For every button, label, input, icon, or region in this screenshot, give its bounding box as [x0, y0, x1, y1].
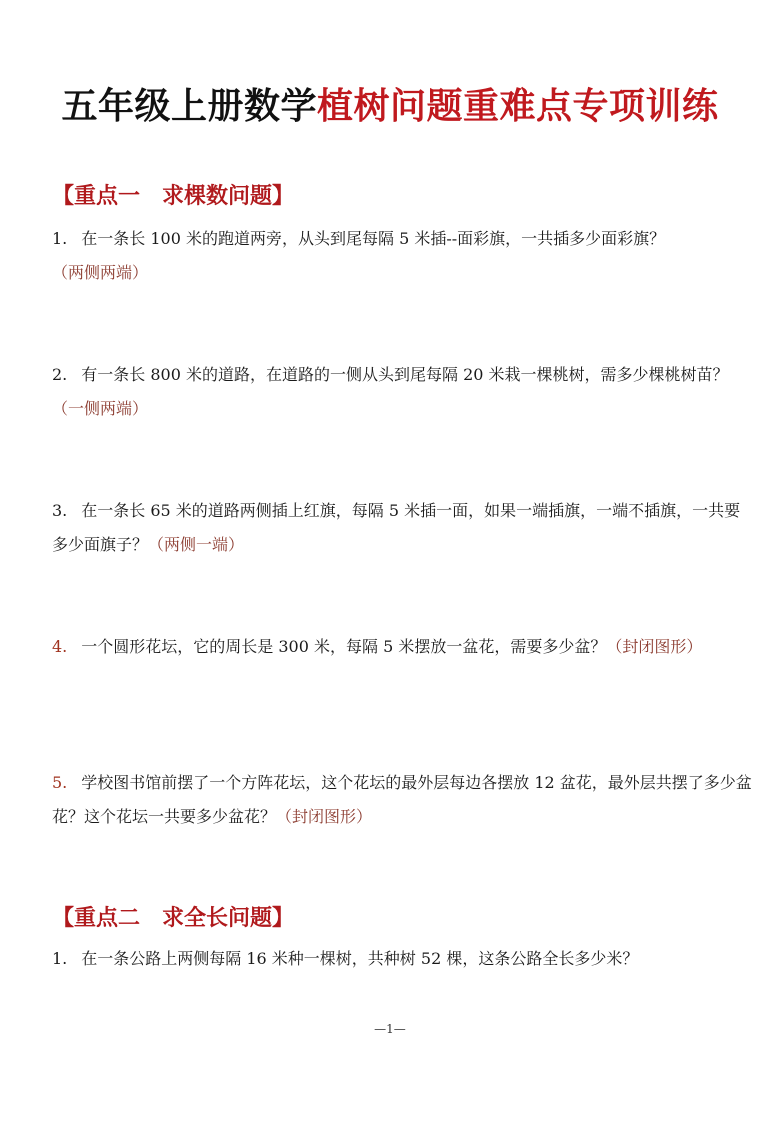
question-hint: （两侧两端） — [52, 263, 149, 282]
heading-bracket-open: 【 — [52, 183, 75, 209]
section-heading-1 — [52, 180, 294, 212]
question-1-1 — [52, 222, 752, 290]
page-title — [0, 82, 780, 130]
page-title-topic: 植树问题重难点专项训练 — [317, 85, 719, 127]
question-1-2 — [52, 358, 752, 426]
question-text: 有一条长 800 米的道路，在道路的一侧从头到尾每隔 20 米栽一棵桃树，需多少棵桃树苗？ — [81, 365, 729, 384]
question-number: 3. — [52, 501, 68, 520]
heading-label: 重点二 — [74, 905, 141, 931]
heading-bracket-close: 】 — [272, 183, 295, 209]
question-number: 4. — [52, 637, 68, 656]
question-number: 1. — [52, 949, 68, 968]
question-2-1 — [52, 942, 752, 976]
question-number: 1. — [52, 229, 68, 248]
question-1-4 — [52, 630, 752, 664]
page-title-grade: 五年级上册数学 — [61, 85, 317, 127]
heading-bracket-open: 【 — [52, 905, 75, 931]
question-text: 在一条长 65 米的道路两侧插上红旗，每隔 5 米插一面，如果一端插旗，一端不插旗，一共要多少面旗子？ — [52, 501, 741, 554]
question-hint: （封闭图形） — [276, 807, 373, 826]
heading-topic: 求棵数问题 — [162, 183, 273, 209]
question-text: 学校图书馆前摆了一个方阵花坛，这个花坛的最外层每边各摆放 12 盆花，最外层共摆了多少盆花？这个花坛一共要多少盆花？ — [52, 773, 752, 826]
question-number: 5. — [52, 773, 68, 792]
question-text: 在一条公路上两侧每隔 16 米种一棵树，共种树 52 棵，这条公路全长多少米？ — [81, 949, 639, 968]
question-number: 2. — [52, 365, 68, 384]
heading-label: 重点一 — [74, 183, 141, 209]
question-text: 一个圆形花坛，它的周长是 300 米，每隔 5 米摆放一盆花，需要多少盆？ — [81, 637, 607, 656]
question-1-3 — [52, 494, 752, 562]
heading-topic: 求全长问题 — [162, 905, 273, 931]
question-1-5 — [52, 766, 752, 834]
heading-bracket-close: 】 — [272, 905, 295, 931]
question-hint: （一侧两端） — [52, 399, 149, 418]
question-text: 在一条长 100 米的跑道两旁，从头到尾每隔 5 米插--面彩旗，一共插多少面彩旗？ — [81, 229, 666, 248]
section-heading-2 — [52, 902, 294, 934]
question-hint: （封闭图形） — [606, 637, 703, 656]
question-hint: （两侧一端） — [148, 535, 245, 554]
page-number: —1— — [374, 1022, 406, 1036]
